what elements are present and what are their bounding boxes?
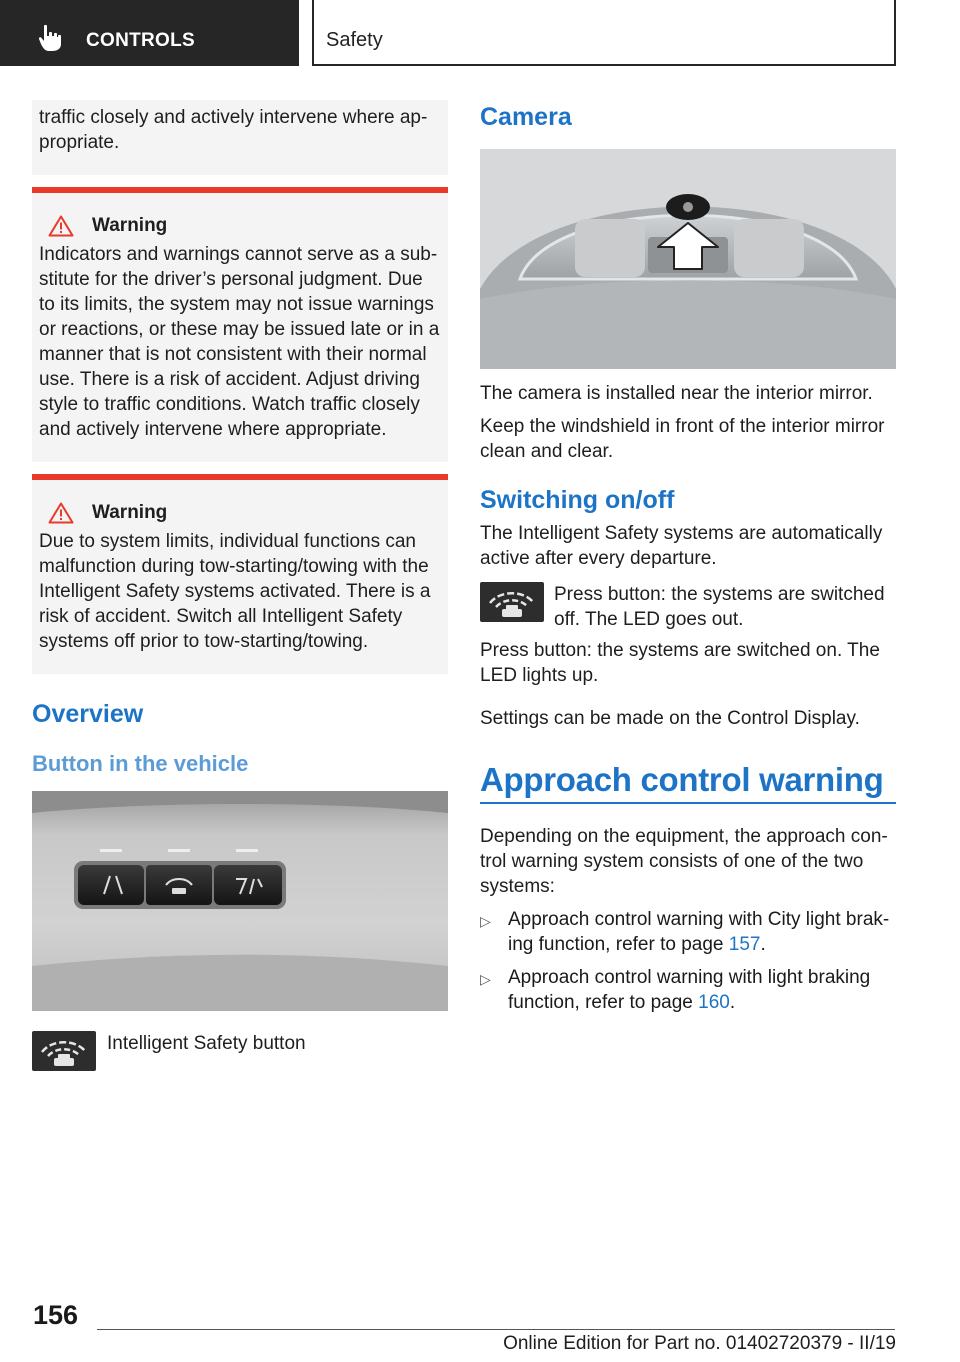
bullet-marker: ▷ — [480, 913, 491, 929]
left-column — [32, 100, 448, 1071]
list-item — [480, 907, 896, 957]
warning-box-1 — [32, 187, 448, 462]
warning-box-2 — [32, 474, 448, 674]
warning-title: Warning — [92, 502, 168, 523]
chapter-label: CONTROLS — [86, 30, 196, 51]
camera-image — [480, 149, 896, 369]
chapter-tab[interactable] — [0, 0, 299, 66]
warning-text: Due to system limits, individual functions can malfunction during tow-starting/towing with the Intelligent Safety systems activated. There is a risk of accident. Switch all Intelligent Safety systems off prior to tow-starting/towing. — [39, 531, 431, 652]
page-link-160[interactable]: 160 — [698, 992, 730, 1013]
footer-rule — [97, 1329, 895, 1330]
switch-button-row — [480, 582, 896, 632]
camera-text-2: Keep the windshield in front of the interior mirror clean and clear. — [480, 416, 885, 462]
button-panel-photo — [32, 791, 448, 1011]
warning-title: Warning — [92, 215, 168, 236]
section-header — [312, 0, 896, 66]
continued-note-box — [32, 100, 448, 175]
section-label: Safety — [326, 29, 383, 51]
button-panel-image — [32, 791, 448, 1011]
bullet-marker: ▷ — [480, 971, 491, 987]
right-column — [480, 100, 896, 1015]
approach-control-text: Depending on the equipment, the approach con‐ trol warning system consists of one of the two systems: — [480, 826, 888, 897]
intelligent-safety-button-icon — [32, 1031, 96, 1071]
switching-heading: Switching on/off — [480, 486, 675, 514]
page-number: 156 — [33, 1300, 79, 1330]
edition-text: Online Edition for Part no. 01402720379 - II/19 — [503, 1333, 896, 1354]
warning-triangle-icon — [48, 502, 74, 524]
list-item-text: Approach control warning with City light brak‐ ing function, refer to page 157. — [508, 909, 890, 955]
switch-off-text: Press button: the systems are switched off. The LED goes out. — [554, 584, 885, 630]
list-item-text: Approach control warning with light braking function, refer to page 160. — [508, 967, 871, 1013]
camera-heading: Camera — [480, 103, 572, 131]
intelligent-safety-button-icon — [480, 582, 544, 622]
warning-text: Indicators and warnings cannot serve as a sub‐ stitute for the driver’s personal judgment. Due to its limits, the system may not issue warnings or reactions, or these may be issued late or in a manner that is not consistent with their normal use. There is a risk of accident. Adjust driving style to traffic conditions. Watch traffic closely and actively intervene where appropriate. — [39, 244, 440, 440]
button-in-vehicle-heading: Button in the vehicle — [32, 751, 249, 776]
page-link-157[interactable]: 157 — [728, 934, 761, 955]
approach-control-heading: Approach control warning — [480, 761, 884, 798]
switching-text-1: The Intelligent Safety systems are automatically active after every departure. — [480, 523, 883, 569]
switching-text-2: Press button: the systems are switched on. The LED lights up. — [480, 640, 880, 686]
list-item — [480, 965, 896, 1015]
approach-systems-list — [480, 907, 896, 1015]
warning-triangle-icon — [48, 215, 74, 237]
heading-rule — [480, 802, 896, 804]
continued-note-text: traffic closely and actively intervene where ap‐ propriate. — [39, 107, 428, 153]
intelligent-safety-caption: Intelligent Safety button — [107, 1033, 306, 1054]
warning-header — [39, 215, 440, 237]
switching-text-3: Settings can be made on the Control Display. — [480, 708, 860, 729]
overview-heading: Overview — [32, 700, 144, 728]
intelligent-safety-button-row — [32, 1031, 448, 1071]
warning-header — [39, 502, 440, 524]
hand-pointer-icon — [38, 24, 64, 52]
camera-text-1: The camera is installed near the interior mirror. — [480, 383, 873, 404]
camera-photo — [480, 149, 896, 369]
